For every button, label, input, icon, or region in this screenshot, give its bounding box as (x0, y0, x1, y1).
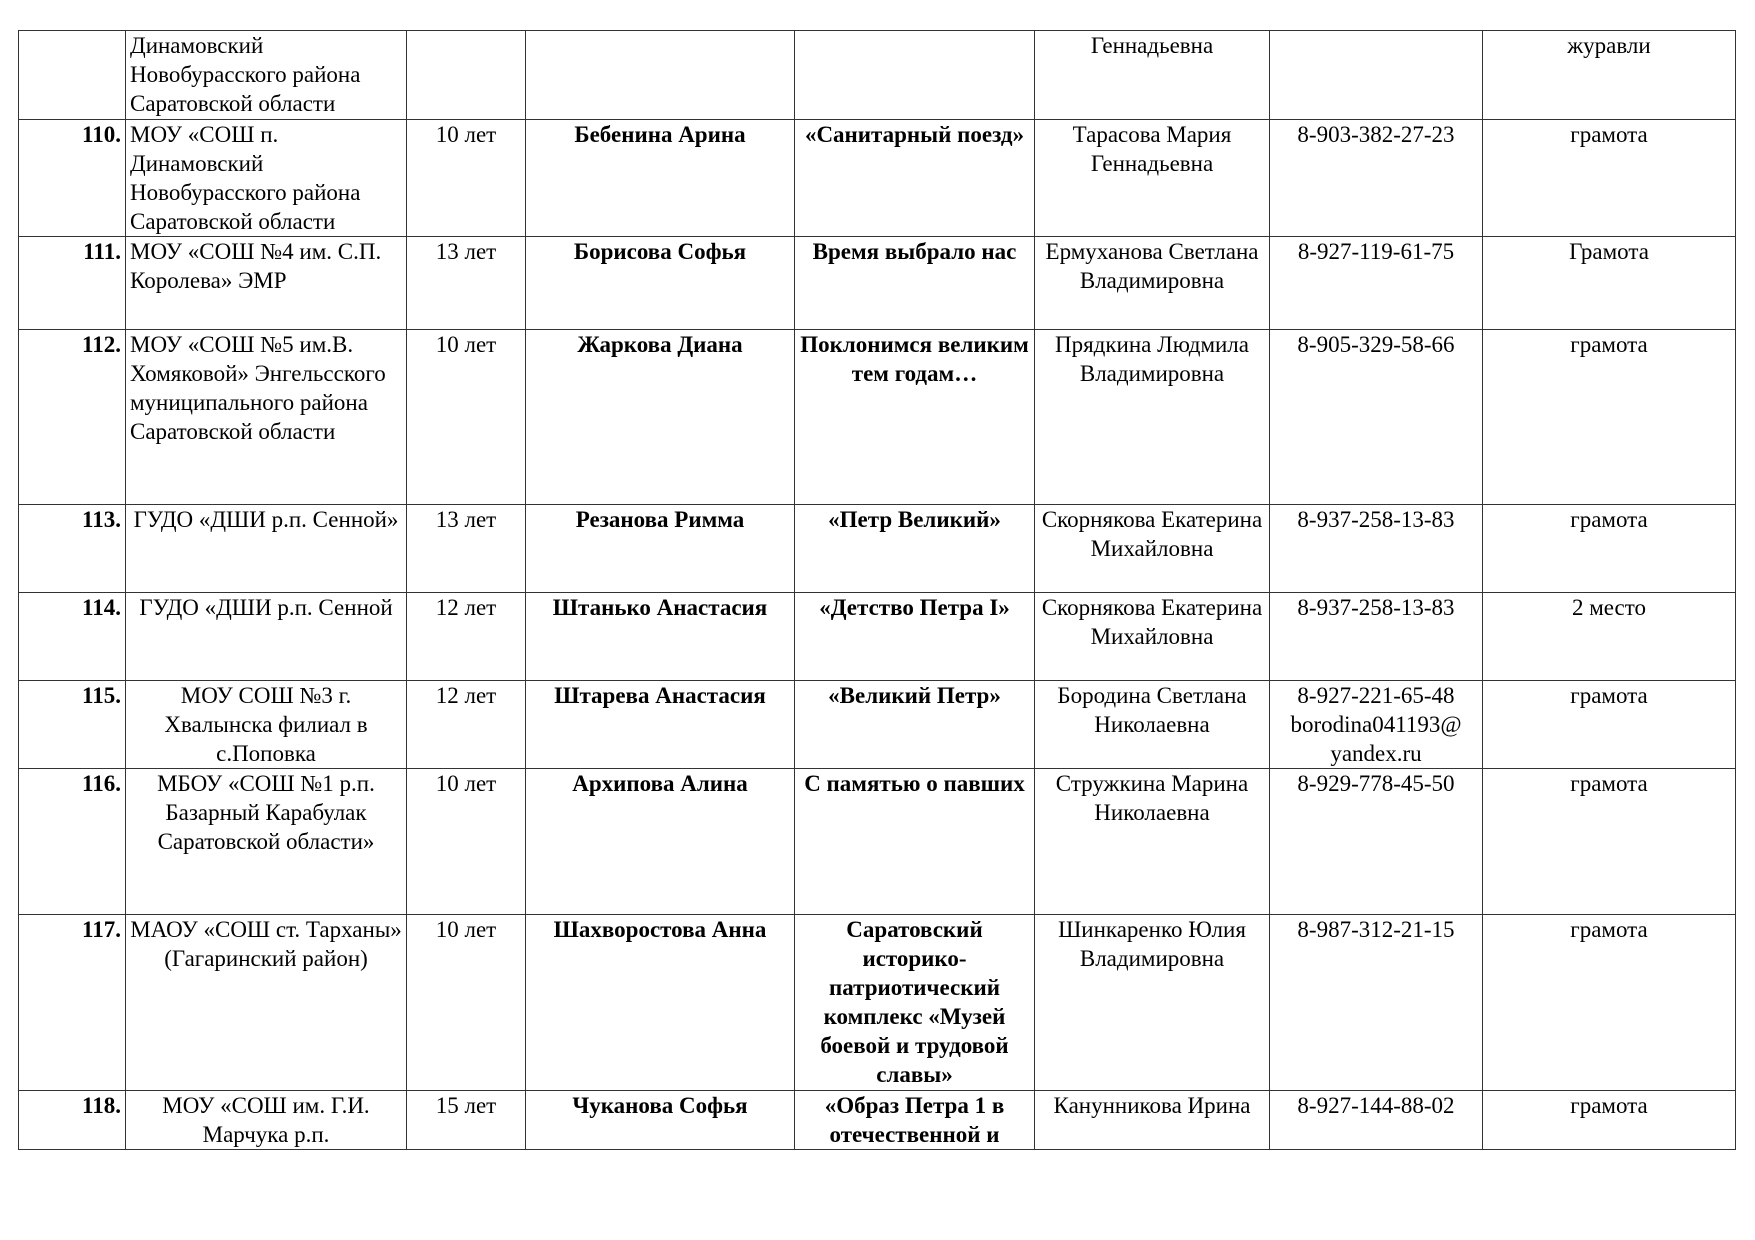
phone-cell: 8-927-144-88-02 (1270, 1091, 1483, 1150)
work-title-cell: «Петр Великий» (795, 505, 1035, 593)
age-cell: 13 лет (407, 505, 526, 593)
result-cell: 2 место (1483, 593, 1736, 681)
teacher-cell: Ермуханова Светлана Владимировна (1035, 237, 1270, 330)
participant-name-cell: Резанова Римма (526, 505, 795, 593)
result-cell: грамота (1483, 1091, 1736, 1150)
participant-name-cell: Архипова Алина (526, 769, 795, 915)
phone-cell: 8-937-258-13-83 (1270, 505, 1483, 593)
work-title-cell: Время выбрало нас (795, 237, 1035, 330)
age-cell: 10 лет (407, 769, 526, 915)
result-cell: Грамота (1483, 237, 1736, 330)
row-number (19, 31, 126, 120)
row-number: 113. (19, 505, 126, 593)
table-row (19, 681, 1736, 769)
work-title-cell: «Детство Петра I» (795, 593, 1035, 681)
teacher-cell: Скорнякова Екатерина Михайловна (1035, 505, 1270, 593)
participants-table (18, 30, 1736, 1150)
teacher-cell: Геннадьевна (1035, 31, 1270, 120)
result-cell: журавли (1483, 31, 1736, 120)
table-row (19, 915, 1736, 1091)
table-row (19, 330, 1736, 505)
age-cell: 15 лет (407, 1091, 526, 1150)
participant-name-cell: Бебенина Арина (526, 120, 795, 237)
age-cell (407, 31, 526, 120)
school-cell: МОУ «СОШ п. Динамовский Новобурасского района Саратовской области (126, 120, 407, 237)
work-title-cell: С памятью о павших (795, 769, 1035, 915)
school-cell: МОУ «СОШ им. Г.И. Марчука р.п. (126, 1091, 407, 1150)
phone-cell: 8-905-329-58-66 (1270, 330, 1483, 505)
row-number: 115. (19, 681, 126, 769)
row-number: 112. (19, 330, 126, 505)
age-cell: 10 лет (407, 915, 526, 1091)
row-number: 118. (19, 1091, 126, 1150)
school-cell: МАОУ «СОШ ст. Тарханы» (Гагаринский район) (126, 915, 407, 1091)
row-number: 116. (19, 769, 126, 915)
phone-cell: 8-929-778-45-50 (1270, 769, 1483, 915)
teacher-cell: Шинкаренко Юлия Владимировна (1035, 915, 1270, 1091)
result-cell: грамота (1483, 120, 1736, 237)
school-cell: ГУДО «ДШИ р.п. Сенной» (126, 505, 407, 593)
age-cell: 12 лет (407, 681, 526, 769)
result-cell: грамота (1483, 505, 1736, 593)
work-title-cell (795, 31, 1035, 120)
table-row (19, 593, 1736, 681)
row-number: 117. (19, 915, 126, 1091)
result-cell: грамота (1483, 330, 1736, 505)
participant-name-cell: Штарева Анастасия (526, 681, 795, 769)
table-row (19, 31, 1736, 120)
phone-cell: 8-987-312-21-15 (1270, 915, 1483, 1091)
row-number: 110. (19, 120, 126, 237)
teacher-cell: Скорнякова Екатерина Михайловна (1035, 593, 1270, 681)
school-cell: ГУДО «ДШИ р.п. Сенной (126, 593, 407, 681)
age-cell: 13 лет (407, 237, 526, 330)
work-title-cell: Поклонимся великим тем годам… (795, 330, 1035, 505)
phone-cell: 8-927-119-61-75 (1270, 237, 1483, 330)
participant-name-cell: Борисова Софья (526, 237, 795, 330)
participant-name-cell: Жаркова Диана (526, 330, 795, 505)
result-cell: грамота (1483, 769, 1736, 915)
school-cell: МОУ «СОШ №4 им. С.П. Королева» ЭМР (126, 237, 407, 330)
school-cell: МБОУ «СОШ №1 р.п. Базарный Карабулак Саратовской области» (126, 769, 407, 915)
teacher-cell: Канунникова Ирина (1035, 1091, 1270, 1150)
work-title-cell: Саратовский историко-патриотический комплекс «Музей боевой и трудовой славы» (795, 915, 1035, 1091)
phone-cell (1270, 31, 1483, 120)
work-title-cell: «Великий Петр» (795, 681, 1035, 769)
age-cell: 10 лет (407, 330, 526, 505)
teacher-cell: Бородина Светлана Николаевна (1035, 681, 1270, 769)
work-title-cell: «Санитарный поезд» (795, 120, 1035, 237)
participant-name-cell: Чуканова Софья (526, 1091, 795, 1150)
table-row (19, 237, 1736, 330)
result-cell: грамота (1483, 915, 1736, 1091)
phone-cell: 8-937-258-13-83 (1270, 593, 1483, 681)
age-cell: 10 лет (407, 120, 526, 237)
school-cell: МОУ СОШ №3 г. Хвалынска филиал в с.Поповка (126, 681, 407, 769)
result-cell: грамота (1483, 681, 1736, 769)
school-cell: МОУ «СОШ №5 им.В. Хомяковой» Энгельсского муниципального района Саратовской области (126, 330, 407, 505)
phone-cell: 8-927-221-65-48 borodina041193@ yandex.ru (1270, 681, 1483, 769)
work-title-cell: «Образ Петра 1 в отечественной и (795, 1091, 1035, 1150)
row-number: 111. (19, 237, 126, 330)
phone-cell: 8-903-382-27-23 (1270, 120, 1483, 237)
row-number: 114. (19, 593, 126, 681)
participant-name-cell: Шахворостова Анна (526, 915, 795, 1091)
school-cell: Динамовский Новобурасского района Саратовской области (126, 31, 407, 120)
participant-name-cell (526, 31, 795, 120)
participant-name-cell: Штанько Анастасия (526, 593, 795, 681)
teacher-cell: Прядкина Людмила Владимировна (1035, 330, 1270, 505)
teacher-cell: Тарасова Мария Геннадьевна (1035, 120, 1270, 237)
teacher-cell: Стружкина Марина Николаевна (1035, 769, 1270, 915)
age-cell: 12 лет (407, 593, 526, 681)
table-row (19, 120, 1736, 237)
table-row (19, 1091, 1736, 1150)
table-row (19, 769, 1736, 915)
table-row (19, 505, 1736, 593)
